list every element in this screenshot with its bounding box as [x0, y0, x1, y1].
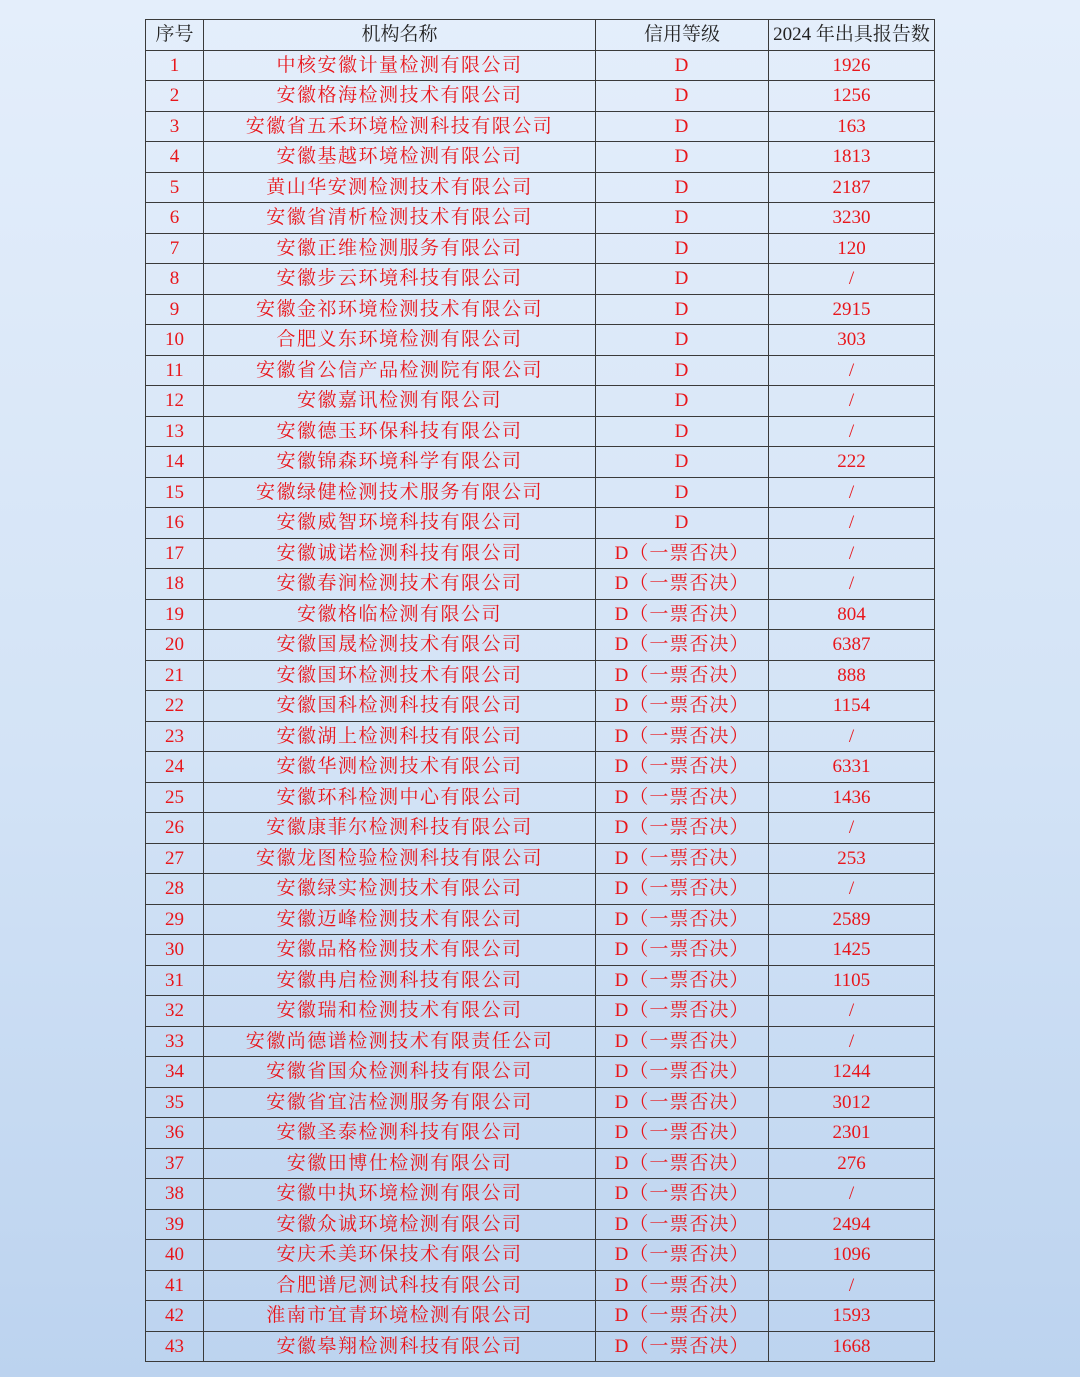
- table-row: [146, 1240, 935, 1271]
- table-row: [146, 1057, 935, 1088]
- credit-grade: D: [596, 172, 769, 203]
- credit-grade: D（一票否决）: [596, 1179, 769, 1210]
- table-row: [146, 1270, 935, 1301]
- institution-name: 安徽国环检测技术有限公司: [204, 660, 596, 691]
- credit-grade: D: [596, 233, 769, 264]
- table-row: [146, 1118, 935, 1149]
- table-row: [146, 1179, 935, 1210]
- row-index: 35: [146, 1087, 204, 1118]
- report-count: /: [769, 508, 935, 539]
- table-row: [146, 325, 935, 356]
- report-count: 6387: [769, 630, 935, 661]
- row-index: 25: [146, 782, 204, 813]
- row-index: 7: [146, 233, 204, 264]
- credit-grade: D: [596, 508, 769, 539]
- table-row: [146, 81, 935, 112]
- institution-name: 安徽省五禾环境检测科技有限公司: [204, 111, 596, 142]
- report-count: 3012: [769, 1087, 935, 1118]
- report-count: 1593: [769, 1301, 935, 1332]
- table-header-row: [146, 20, 935, 51]
- table-row: [146, 447, 935, 478]
- report-count: 804: [769, 599, 935, 630]
- row-index: 6: [146, 203, 204, 234]
- row-index: 11: [146, 355, 204, 386]
- row-index: 3: [146, 111, 204, 142]
- report-count: 2915: [769, 294, 935, 325]
- institution-name: 安徽金祁环境检测技术有限公司: [204, 294, 596, 325]
- row-index: 26: [146, 813, 204, 844]
- table-row: [146, 752, 935, 783]
- row-index: 4: [146, 142, 204, 173]
- report-count: 2589: [769, 904, 935, 935]
- table-row: [146, 111, 935, 142]
- report-count: /: [769, 1270, 935, 1301]
- table-row: [146, 630, 935, 661]
- credit-grade: D（一票否决）: [596, 1240, 769, 1271]
- credit-grade: D: [596, 386, 769, 417]
- institution-name: 安徽格临检测有限公司: [204, 599, 596, 630]
- credit-grade: D（一票否决）: [596, 1270, 769, 1301]
- table-row: [146, 477, 935, 508]
- report-count: 276: [769, 1148, 935, 1179]
- table-row: [146, 538, 935, 569]
- credit-grade: D（一票否决）: [596, 660, 769, 691]
- row-index: 18: [146, 569, 204, 600]
- table-row: [146, 1331, 935, 1362]
- table-row: [146, 386, 935, 417]
- header-report-count: 2024 年出具报告数: [769, 20, 935, 51]
- credit-grade: D（一票否决）: [596, 843, 769, 874]
- credit-grade: D（一票否决）: [596, 935, 769, 966]
- credit-grade: D（一票否决）: [596, 599, 769, 630]
- credit-grade: D（一票否决）: [596, 721, 769, 752]
- row-index: 5: [146, 172, 204, 203]
- table-row: [146, 1087, 935, 1118]
- report-count: 2187: [769, 172, 935, 203]
- row-index: 9: [146, 294, 204, 325]
- table-row: [146, 203, 935, 234]
- institution-name: 合肥谱尼测试科技有限公司: [204, 1270, 596, 1301]
- row-index: 40: [146, 1240, 204, 1271]
- table-row: [146, 172, 935, 203]
- table-body: [146, 50, 935, 1362]
- institution-name: 合肥义东环境检测有限公司: [204, 325, 596, 356]
- credit-grade: D（一票否决）: [596, 630, 769, 661]
- institution-name: 安徽春涧检测技术有限公司: [204, 569, 596, 600]
- credit-grade: D: [596, 203, 769, 234]
- row-index: 15: [146, 477, 204, 508]
- credit-grade: D（一票否决）: [596, 1118, 769, 1149]
- institution-name: 安庆禾美环保技术有限公司: [204, 1240, 596, 1271]
- table-row: [146, 1026, 935, 1057]
- report-count: 120: [769, 233, 935, 264]
- table-row: [146, 904, 935, 935]
- report-count: 2494: [769, 1209, 935, 1240]
- table-row: [146, 660, 935, 691]
- table-row: [146, 1301, 935, 1332]
- table-row: [146, 142, 935, 173]
- institution-name: 安徽绿实检测技术有限公司: [204, 874, 596, 905]
- report-count: /: [769, 1026, 935, 1057]
- institution-name: 安徽田博仕检测有限公司: [204, 1148, 596, 1179]
- report-count: 1425: [769, 935, 935, 966]
- credit-grade: D（一票否决）: [596, 1209, 769, 1240]
- row-index: 22: [146, 691, 204, 722]
- row-index: 29: [146, 904, 204, 935]
- row-index: 21: [146, 660, 204, 691]
- credit-grade: D: [596, 416, 769, 447]
- row-index: 31: [146, 965, 204, 996]
- report-count: 253: [769, 843, 935, 874]
- report-count: 1105: [769, 965, 935, 996]
- institution-name: 安徽正维检测服务有限公司: [204, 233, 596, 264]
- table-row: [146, 264, 935, 295]
- row-index: 16: [146, 508, 204, 539]
- row-index: 42: [146, 1301, 204, 1332]
- report-count: 1154: [769, 691, 935, 722]
- report-count: /: [769, 477, 935, 508]
- credit-grade: D（一票否决）: [596, 1331, 769, 1362]
- credit-grade: D（一票否决）: [596, 904, 769, 935]
- credit-grade: D: [596, 142, 769, 173]
- report-count: /: [769, 1179, 935, 1210]
- row-index: 27: [146, 843, 204, 874]
- row-index: 12: [146, 386, 204, 417]
- row-index: 24: [146, 752, 204, 783]
- table-row: [146, 508, 935, 539]
- report-count: 3230: [769, 203, 935, 234]
- table-row: [146, 294, 935, 325]
- institution-name: 安徽基越环境检测有限公司: [204, 142, 596, 173]
- table-row: [146, 965, 935, 996]
- institution-name: 安徽尚德谱检测技术有限责任公司: [204, 1026, 596, 1057]
- row-index: 1: [146, 50, 204, 81]
- institution-name: 安徽省国众检测科技有限公司: [204, 1057, 596, 1088]
- credit-grade: D（一票否决）: [596, 965, 769, 996]
- institution-name: 安徽步云环境科技有限公司: [204, 264, 596, 295]
- report-count: 1668: [769, 1331, 935, 1362]
- table-row: [146, 935, 935, 966]
- report-count: /: [769, 721, 935, 752]
- report-count: 6331: [769, 752, 935, 783]
- institution-name: 淮南市宜青环境检测有限公司: [204, 1301, 596, 1332]
- row-index: 28: [146, 874, 204, 905]
- header-institution-name: 机构名称: [204, 20, 596, 51]
- credit-grade: D（一票否决）: [596, 1057, 769, 1088]
- table-row: [146, 599, 935, 630]
- row-index: 33: [146, 1026, 204, 1057]
- institution-name: 安徽华测检测技术有限公司: [204, 752, 596, 783]
- credit-grade: D（一票否决）: [596, 1087, 769, 1118]
- row-index: 14: [146, 447, 204, 478]
- row-index: 8: [146, 264, 204, 295]
- report-count: /: [769, 355, 935, 386]
- row-index: 20: [146, 630, 204, 661]
- report-count: /: [769, 416, 935, 447]
- table-row: [146, 569, 935, 600]
- report-count: 888: [769, 660, 935, 691]
- row-index: 41: [146, 1270, 204, 1301]
- credit-grade: D（一票否决）: [596, 813, 769, 844]
- credit-grade: D（一票否决）: [596, 1026, 769, 1057]
- table-row: [146, 721, 935, 752]
- table-row: [146, 691, 935, 722]
- table-row: [146, 50, 935, 81]
- report-count: /: [769, 386, 935, 417]
- credit-grade: D（一票否决）: [596, 874, 769, 905]
- institution-name: 黄山华安测检测技术有限公司: [204, 172, 596, 203]
- credit-grade: D（一票否决）: [596, 691, 769, 722]
- row-index: 37: [146, 1148, 204, 1179]
- institution-name: 安徽诚诺检测科技有限公司: [204, 538, 596, 569]
- credit-grade: D: [596, 325, 769, 356]
- institution-name: 安徽锦森环境科学有限公司: [204, 447, 596, 478]
- report-count: 163: [769, 111, 935, 142]
- institution-name: 安徽绿健检测技术服务有限公司: [204, 477, 596, 508]
- institution-name: 安徽省公信产品检测院有限公司: [204, 355, 596, 386]
- institution-name: 安徽皋翔检测科技有限公司: [204, 1331, 596, 1362]
- report-count: /: [769, 874, 935, 905]
- report-count: 1244: [769, 1057, 935, 1088]
- row-index: 30: [146, 935, 204, 966]
- table-row: [146, 355, 935, 386]
- credit-grade: D（一票否决）: [596, 752, 769, 783]
- row-index: 43: [146, 1331, 204, 1362]
- row-index: 32: [146, 996, 204, 1027]
- credit-grade: D: [596, 50, 769, 81]
- credit-grade: D（一票否决）: [596, 1148, 769, 1179]
- credit-grade: D（一票否决）: [596, 538, 769, 569]
- institution-name: 安徽德玉环保科技有限公司: [204, 416, 596, 447]
- report-count: 1813: [769, 142, 935, 173]
- report-count: 1926: [769, 50, 935, 81]
- institution-name: 安徽嘉讯检测有限公司: [204, 386, 596, 417]
- table-row: [146, 416, 935, 447]
- row-index: 19: [146, 599, 204, 630]
- institution-name: 安徽众诚环境检测有限公司: [204, 1209, 596, 1240]
- table-row: [146, 996, 935, 1027]
- credit-grade: D: [596, 294, 769, 325]
- credit-rating-table: [145, 19, 935, 1362]
- row-index: 36: [146, 1118, 204, 1149]
- row-index: 2: [146, 81, 204, 112]
- institution-name: 安徽龙图检验检测科技有限公司: [204, 843, 596, 874]
- table-row: [146, 1148, 935, 1179]
- report-count: 1436: [769, 782, 935, 813]
- institution-name: 中核安徽计量检测有限公司: [204, 50, 596, 81]
- credit-grade: D: [596, 111, 769, 142]
- report-count: 2301: [769, 1118, 935, 1149]
- institution-name: 安徽品格检测技术有限公司: [204, 935, 596, 966]
- institution-name: 安徽国科检测科技有限公司: [204, 691, 596, 722]
- table-row: [146, 233, 935, 264]
- table-row: [146, 813, 935, 844]
- institution-name: 安徽瑞和检测技术有限公司: [204, 996, 596, 1027]
- row-index: 10: [146, 325, 204, 356]
- credit-grade: D: [596, 355, 769, 386]
- table-row: [146, 874, 935, 905]
- row-index: 38: [146, 1179, 204, 1210]
- institution-name: 安徽省宜洁检测服务有限公司: [204, 1087, 596, 1118]
- institution-name: 安徽冉启检测科技有限公司: [204, 965, 596, 996]
- table-row: [146, 843, 935, 874]
- row-index: 34: [146, 1057, 204, 1088]
- institution-name: 安徽湖上检测科技有限公司: [204, 721, 596, 752]
- row-index: 17: [146, 538, 204, 569]
- institution-name: 安徽省清析检测技术有限公司: [204, 203, 596, 234]
- report-count: 222: [769, 447, 935, 478]
- report-count: 303: [769, 325, 935, 356]
- credit-grade: D: [596, 264, 769, 295]
- institution-name: 安徽格海检测技术有限公司: [204, 81, 596, 112]
- institution-name: 安徽环科检测中心有限公司: [204, 782, 596, 813]
- report-count: 1096: [769, 1240, 935, 1271]
- report-count: /: [769, 569, 935, 600]
- credit-grade: D（一票否决）: [596, 996, 769, 1027]
- report-count: /: [769, 538, 935, 569]
- table-row: [146, 1209, 935, 1240]
- institution-name: 安徽国晟检测技术有限公司: [204, 630, 596, 661]
- row-index: 39: [146, 1209, 204, 1240]
- credit-grade: D（一票否决）: [596, 1301, 769, 1332]
- table-row: [146, 782, 935, 813]
- header-credit-grade: 信用等级: [596, 20, 769, 51]
- credit-grade: D: [596, 477, 769, 508]
- credit-grade: D（一票否决）: [596, 782, 769, 813]
- row-index: 23: [146, 721, 204, 752]
- credit-grade: D: [596, 81, 769, 112]
- institution-name: 安徽圣泰检测科技有限公司: [204, 1118, 596, 1149]
- institution-name: 安徽迈峰检测技术有限公司: [204, 904, 596, 935]
- institution-name: 安徽中执环境检测有限公司: [204, 1179, 596, 1210]
- report-count: /: [769, 813, 935, 844]
- header-index: 序号: [146, 20, 204, 51]
- institution-name: 安徽康菲尔检测科技有限公司: [204, 813, 596, 844]
- institution-name: 安徽威智环境科技有限公司: [204, 508, 596, 539]
- report-count: 1256: [769, 81, 935, 112]
- credit-grade: D（一票否决）: [596, 569, 769, 600]
- report-count: /: [769, 996, 935, 1027]
- report-count: /: [769, 264, 935, 295]
- credit-grade: D: [596, 447, 769, 478]
- row-index: 13: [146, 416, 204, 447]
